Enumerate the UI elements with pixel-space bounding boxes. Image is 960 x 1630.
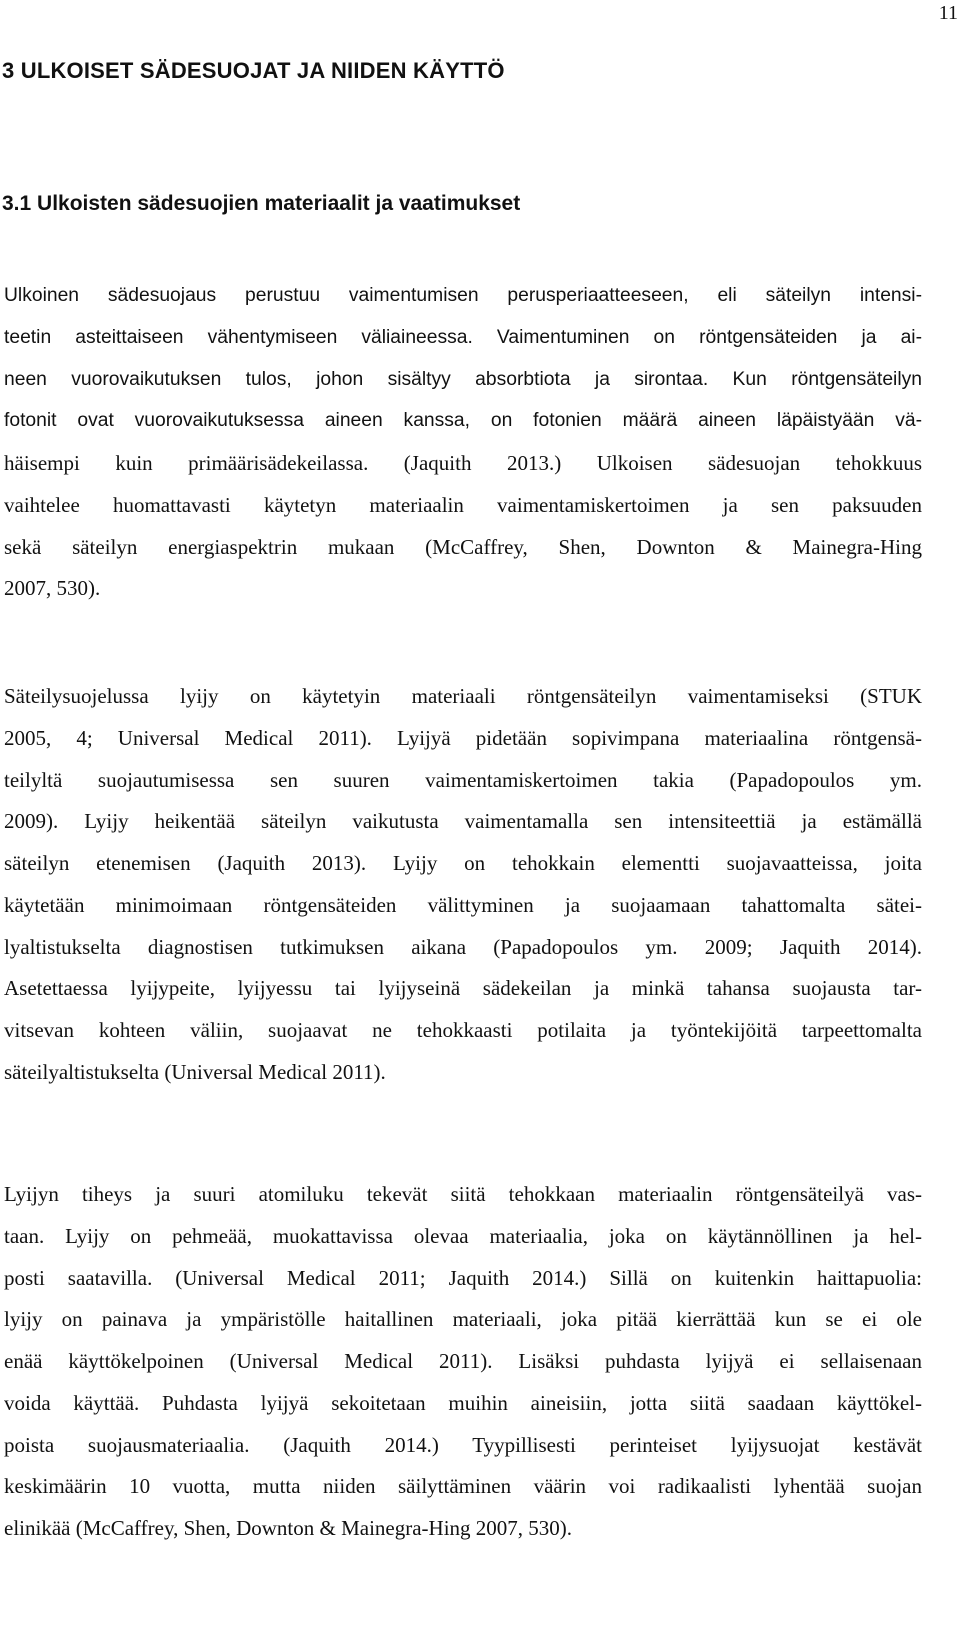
text-line: Lyijyn tiheys ja suuri atomiluku tekevät siitä tehokkaan materiaalin röntgensäteilyä vas- xyxy=(4,1182,922,1206)
text-line: vitsevan kohteen väliin, suojaavat ne tehokkaasti potilaita ja työntekijöitä tarpeettomalta xyxy=(4,1018,922,1042)
text-line: teetin asteittaiseen vähentymiseen väliaineessa. Vaimentuminen on röntgensäteiden ja ai- xyxy=(4,326,922,348)
text-line: säteilyn etenemisen (Jaquith 2013). Lyijy on tehokkain elementti suojavaatteissa, joita xyxy=(4,851,922,875)
text-line: Ulkoinen sädesuojaus perustuu vaimentumisen perusperiaatteeseen, eli säteilyn intensi- xyxy=(4,285,922,306)
text-line: 2005, 4; Universal Medical 2011). Lyijyä pidetään sopivimpana materiaalina röntgensä- xyxy=(4,725,922,750)
text-line: 2007, 530). xyxy=(4,576,101,601)
text-line: elinikää (McCaffrey, Shen, Downton & Mainegra-Hing 2007, 530). xyxy=(4,1516,573,1540)
section-heading: 3.1 Ulkoisten sädesuojien materiaalit ja vaatimukset xyxy=(2,192,521,215)
text-line: fotonit ovat vuorovaikutuksessa aineen kanssa, on fotonien määrä aineen läpäistyään vä- xyxy=(4,410,922,432)
text-line: Asetettaessa lyijypeite, lyijyessu tai lyijyseinä sädekeilan ja minkä tahansa suojausta tar- xyxy=(4,976,922,1001)
text-line: poista suojausmateriaalia. (Jaquith 2014.) Tyypillisesti perinteiset lyijysuojat kestävät xyxy=(4,1432,922,1457)
text-line: häisempi kuin primäärisädekeilassa. (Jaquith 2013.) Ulkoisen sädesuojan tehokkuus xyxy=(4,451,922,475)
text-line: voida käyttää. Puhdasta lyijyä sekoitetaan muihin aineisiin, jotta siitä saadaan käyttökel- xyxy=(4,1390,922,1415)
text-line: vaihtelee huomattavasti käytetyn materiaalin vaimentamiskertoimen ja sen paksuuden xyxy=(4,492,922,517)
text-line: enää käyttökelpoinen (Universal Medical 2011). Lisäksi puhdasta lyijyä ei sellaisenaan xyxy=(4,1349,922,1373)
text-line: säteilyaltistukselta (Universal Medical 2011). xyxy=(4,1059,386,1084)
text-line: Säteilysuojelussa lyijy on käytetyin materiaali röntgensäteilyn vaimentamiseksi (STUK xyxy=(4,684,922,708)
page-number: 11 xyxy=(938,2,958,24)
text-line: sekä säteilyn energiaspektrin mukaan (McCaffrey, Shen, Downton & Mainegra-Hing xyxy=(4,534,922,559)
text-line: lyijy on painava ja ympäristölle haitallinen materiaali, joka pitää kierrättää kun se ei ole xyxy=(4,1307,922,1332)
text-line: taan. Lyijy on pehmeää, muokattavissa olevaa materiaalia, joka on käytännöllinen ja hel- xyxy=(4,1223,922,1248)
text-line: teilyltä suojautumisessa sen suuren vaimentamiskertoimen takia (Papadopoulos ym. xyxy=(4,767,922,792)
text-line: keskimäärin 10 vuotta, mutta niiden säilyttäminen väärin voi radikaalisti lyhentää suojan xyxy=(4,1474,922,1499)
text-line: neen vuorovaikutuksen tulos, johon sisältyy absorbtiota ja sirontaa. Kun röntgensäteilyn xyxy=(4,368,922,390)
text-line: lyaltistukselta diagnostisen tutkimuksen aikana (Papadopoulos ym. 2009; Jaquith 2014). xyxy=(4,934,922,959)
text-line: käytetään minimoimaan röntgensäteiden välittyminen ja suojaamaan tahattomalta sätei- xyxy=(4,892,922,917)
text-line: posti saatavilla. (Universal Medical 2011; Jaquith 2014.) Sillä on kuitenkin haittapuolia: xyxy=(4,1265,922,1290)
chapter-heading: 3 ULKOISET SÄDESUOJAT JA NIIDEN KÄYTTÖ xyxy=(2,58,505,83)
text-line: 2009). Lyijy heikentää säteilyn vaikutusta vaimentamalla sen intensiteettiä ja estämällä xyxy=(4,809,922,834)
